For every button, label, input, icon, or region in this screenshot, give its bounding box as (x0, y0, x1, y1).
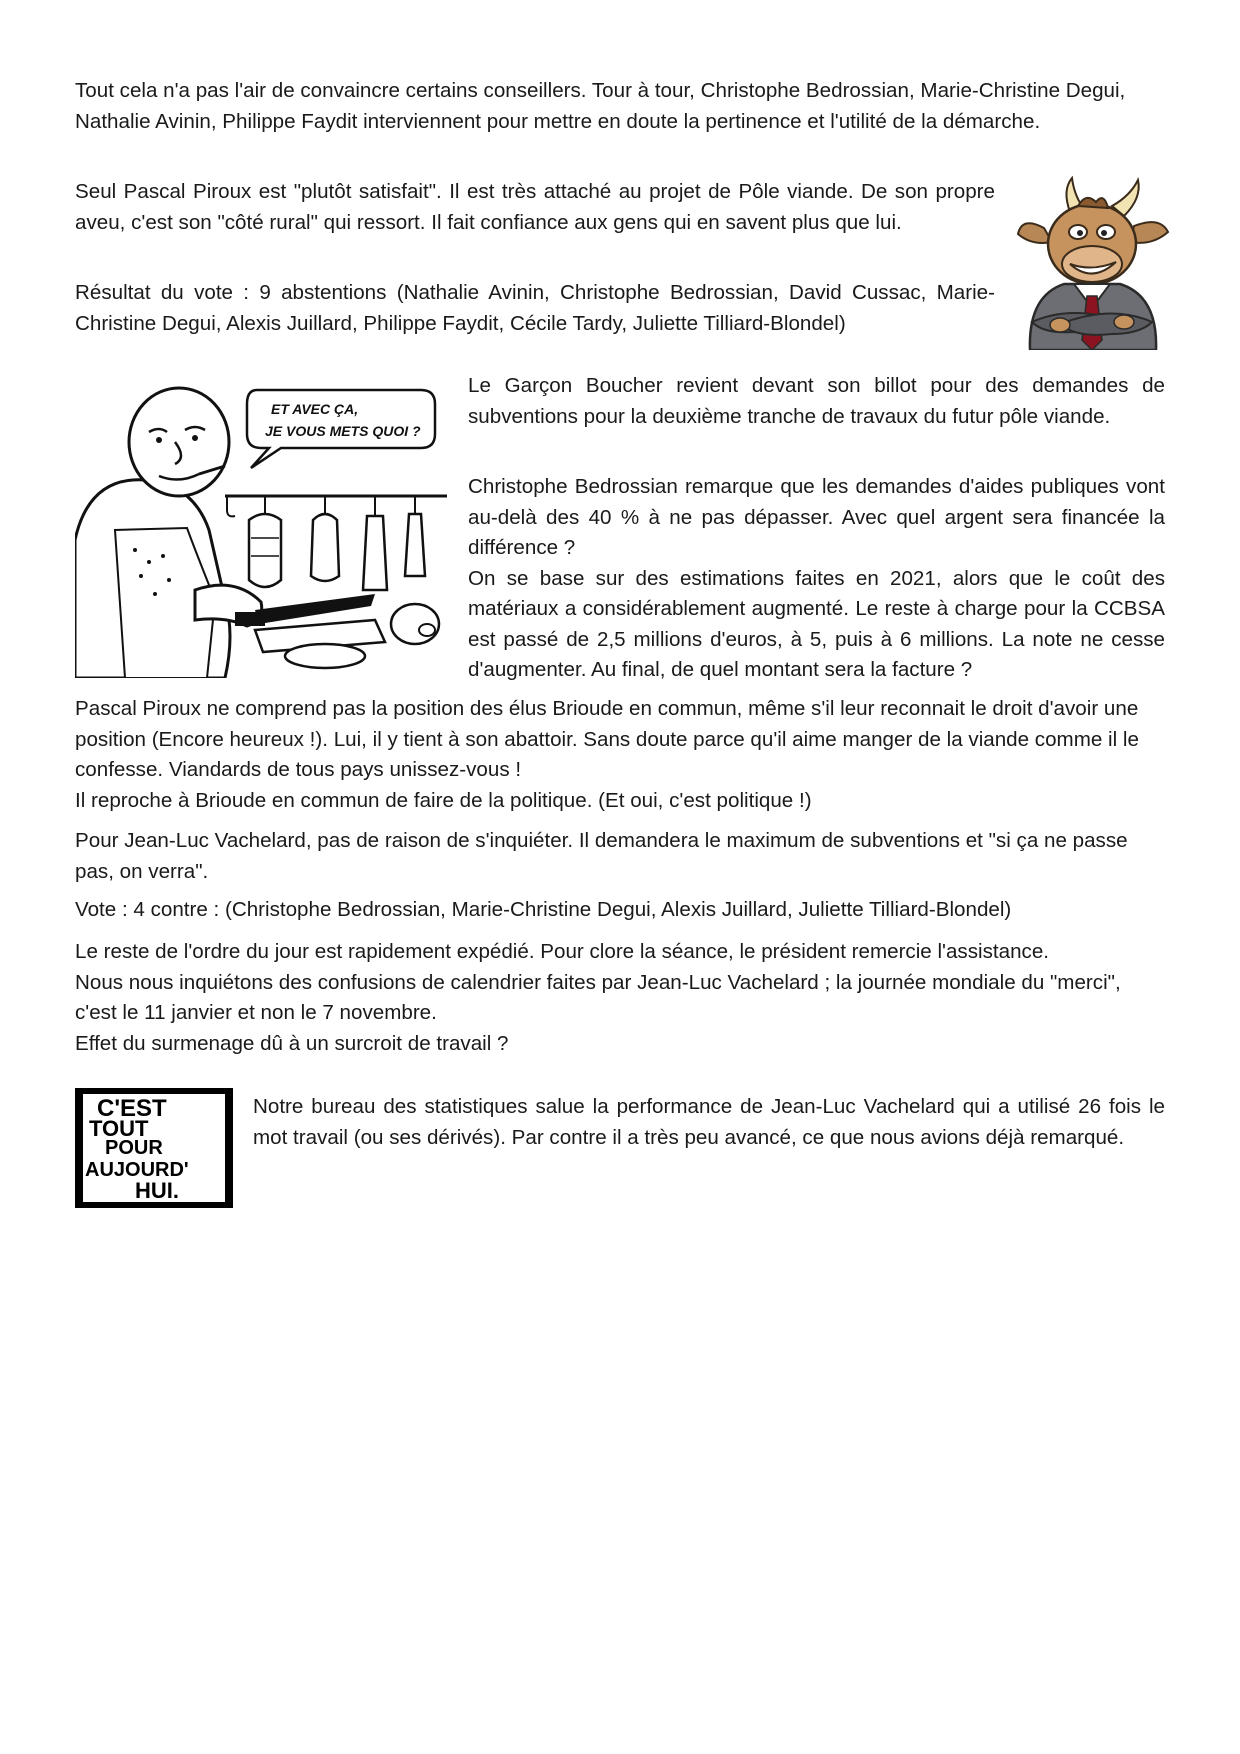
sign-line5: HUI. (135, 1178, 179, 1203)
paragraph-text: Résultat du vote : 9 abstentions (Nathalie Avinin, Christophe Bedrossian, David Cussac, Marie-Christine Degui, Alexis Juillard, Philippe Faydit, Cécile Tardy, Juliette Tilliard-Blondel) (75, 281, 995, 335)
paragraph-text: On se base sur des estimations faites en 2021, alors que le coût des matériaux a considérablement augmenté. Le reste à charge pour la CCBSA est passé de 2,5 millions d'euros, à 5, puis à 6 millions. La note ne cesse d'augmenter. Au final, de quel montant sera la facture ? (468, 566, 1165, 681)
sign-icon (75, 1088, 233, 1208)
paragraph-bedrossian-remark (468, 472, 1165, 686)
paragraph-text: Le Garçon Boucher revient devant son billot pour des demandes de subventions pour la deuxième tranche de travaux du futur pôle viande. (468, 374, 1165, 428)
cest-tout-sign-image (75, 1088, 233, 1208)
bull-cartoon-image (1012, 172, 1172, 350)
butcher-icon (75, 380, 447, 678)
paragraph-closing (75, 937, 1165, 1059)
paragraph-piroux-position (75, 694, 1165, 816)
paragraph-text: Nous nous inquiétons des confusions de calendrier faites par Jean-Luc Vachelard ; la journée mondiale du "merci", c'est le 11 janvier et non le 7 novembre. (75, 970, 1121, 1024)
paragraph-intro (75, 76, 1165, 137)
paragraph-text: Effet du surmenage dû à un surcroit de travail ? (75, 1031, 509, 1055)
paragraph-vote-contre (75, 895, 1165, 926)
paragraph-text: Seul Pascal Piroux est "plutôt satisfait". Il est très attaché au projet de Pôle viande. De son propre aveu, c'est son "côté rural" qui ressort. Il fait confiance aux gens qui en savent plus que lui. (75, 180, 995, 234)
sign-line2: TOUT (89, 1116, 149, 1141)
paragraph-statistics (253, 1092, 1165, 1153)
paragraph-garcon-boucher (468, 371, 1165, 432)
paragraph-text: Vote : 4 contre : (Christophe Bedrossian, Marie-Christine Degui, Alexis Juillard, Juliette Tilliard-Blondel) (75, 898, 1012, 921)
paragraph-vachelard (75, 826, 1165, 887)
paragraph-piroux (75, 177, 995, 238)
paragraph-text: Pascal Piroux ne comprend pas la position des élus Brioude en commun, même s'il leur reconnait le droit d'avoir une position (Encore heureux !). Lui, il y tient à son abattoir. Sans doute parce qu'il aime manger de la viande comme il le confesse. Viandards de tous pays unissez-vous ! (75, 697, 1139, 781)
paragraph-vote-result (75, 278, 995, 339)
paragraph-text: Le reste de l'ordre du jour est rapidement expédié. Pour clore la séance, le président remercie l'assistance. (75, 940, 1049, 963)
sign-line4: AUJOURD' (85, 1159, 189, 1181)
sign-line3: POUR (105, 1137, 163, 1159)
sign-line1: C'EST (97, 1095, 167, 1122)
speech-bubble-line2: JE VOUS METS QUOI ? (265, 423, 421, 439)
paragraph-text: Il reproche à Brioude en commun de faire de la politique. (Et oui, c'est politique !) (75, 788, 812, 812)
paragraph-text: Notre bureau des statistiques salue la performance de Jean-Luc Vachelard qui a utilisé 26 fois le mot travail (ou ses dérivés). Par contre il a très peu avancé, ce que nous avions déjà remarqué. (253, 1095, 1165, 1149)
butcher-cartoon-image (75, 380, 447, 678)
paragraph-text: Pour Jean-Luc Vachelard, pas de raison de s'inquiéter. Il demandera le maximum de subventions et "si ça ne passe pas, on verra". (75, 829, 1128, 883)
speech-bubble-line1: ET AVEC ÇA, (271, 401, 359, 417)
paragraph-text: Christophe Bedrossian remarque que les demandes d'aides publiques vont au-delà des 40 % à ne pas dépasser. Avec quel argent sera financée la différence ? (468, 475, 1165, 559)
bull-icon (1012, 172, 1172, 350)
paragraph-text: Tout cela n'a pas l'air de convaincre certains conseillers. Tour à tour, Christophe Bedrossian, Marie-Christine Degui, Nathalie Avinin, Philippe Faydit interviennent pour mettre en doute la pertinence et l'utilité de la démarche. (75, 79, 1126, 133)
